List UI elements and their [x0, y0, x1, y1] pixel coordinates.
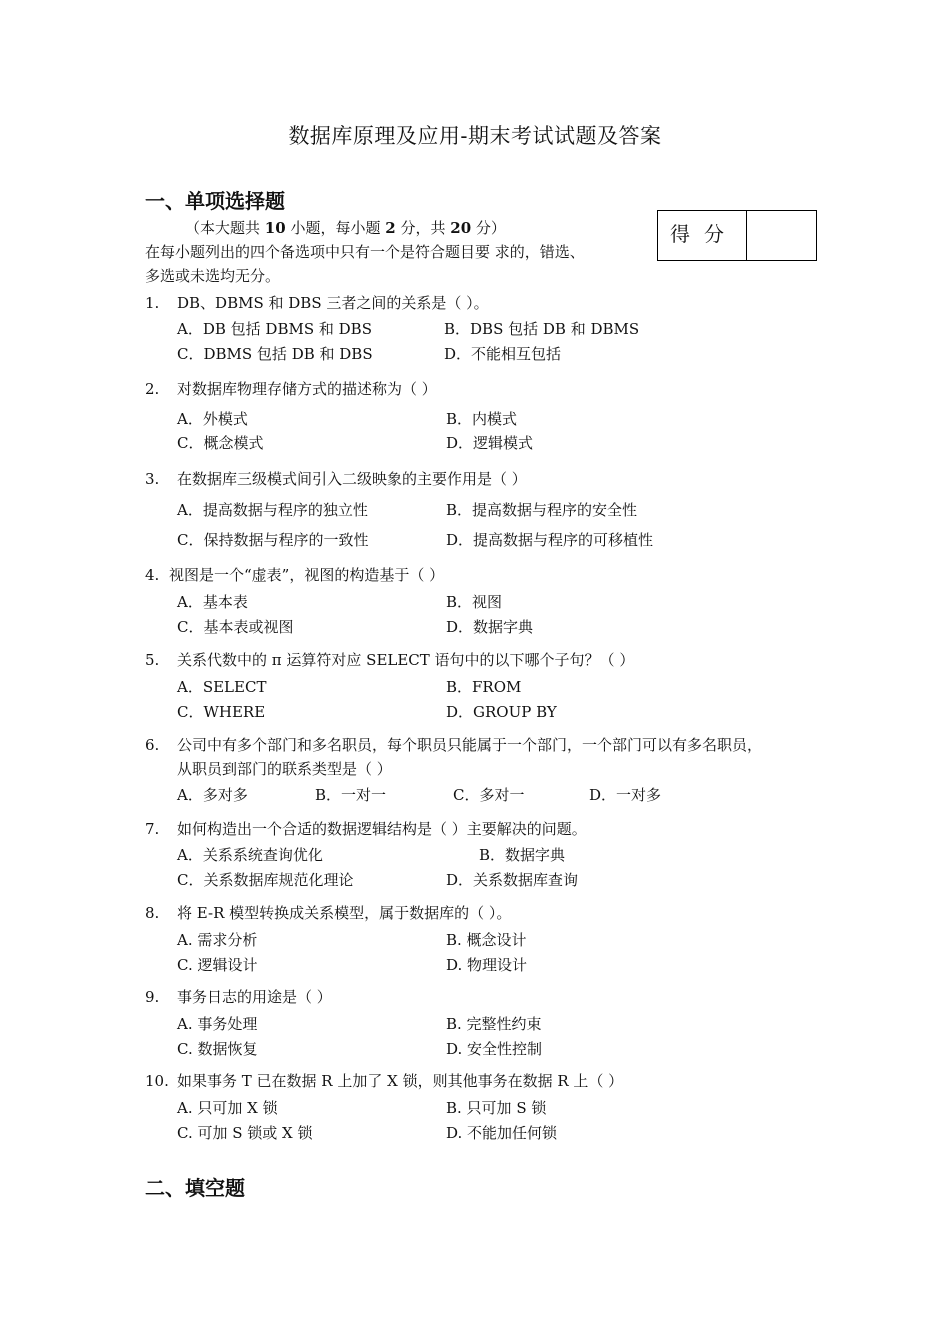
score-box	[657, 210, 817, 261]
option-a[interactable]: A．关系系统查询优化	[177, 846, 323, 864]
option-c[interactable]: C．保持数据与程序的一致性	[177, 531, 369, 549]
question-stem: 关系代数中的 π 运算符对应 SELECT 语句中的以下哪个子句？（ ）	[177, 651, 635, 669]
section-heading-fill-in: 二、填空题	[145, 1176, 245, 1200]
option-b[interactable]: B. 只可加 S 锁	[446, 1099, 547, 1117]
question-9	[145, 985, 332, 1009]
question-number: 1.	[145, 294, 160, 312]
info-text: 分，共	[400, 219, 446, 237]
question-stem: 公司中有多个部门和多名职员，每个职员只能属于一个部门，一个部门可以有多名职员，	[177, 736, 763, 754]
option-d[interactable]: D. 物理设计	[446, 956, 528, 974]
score-label: 得分	[658, 211, 747, 260]
option-a[interactable]: A. 事务处理	[177, 1015, 258, 1033]
section-heading-single-choice: 一、单项选择题	[145, 189, 285, 213]
question-stem: 事务日志的用途是（ ）	[177, 988, 332, 1006]
section-info	[185, 216, 506, 240]
question-stem: 对数据库物理存储方式的描述称为（ ）	[177, 380, 437, 398]
question-1	[145, 291, 489, 315]
question-stem: 在数据库三级模式间引入二级映象的主要作用是（ ）	[177, 470, 527, 488]
question-number: 4.	[145, 566, 160, 584]
page-title: 数据库原理及应用-期末考试试题及答案	[288, 124, 662, 148]
option-d[interactable]: D. 安全性控制	[446, 1040, 543, 1058]
option-b[interactable]: B. 完整性约束	[446, 1015, 542, 1033]
question-2	[145, 377, 437, 401]
option-a[interactable]: A. 只可加 X 锁	[177, 1099, 278, 1117]
question-number: 2.	[145, 380, 160, 398]
option-d[interactable]: D. 不能加任何锁	[446, 1124, 558, 1142]
option-a[interactable]: A. 需求分析	[177, 931, 258, 949]
question-3	[145, 467, 527, 491]
info-points: 2	[385, 219, 396, 237]
option-a[interactable]: A．多对多	[177, 786, 248, 804]
option-d[interactable]: D．数据字典	[446, 618, 534, 636]
option-a[interactable]: A．提高数据与程序的独立性	[177, 501, 368, 519]
option-d[interactable]: D．GROUP BY	[446, 703, 557, 721]
option-d[interactable]: D．不能相互包括	[444, 345, 562, 363]
question-number: 9.	[145, 988, 160, 1006]
question-6	[145, 733, 762, 757]
question-number: 3.	[145, 470, 160, 488]
option-c[interactable]: C. 逻辑设计	[177, 956, 258, 974]
option-b[interactable]: B．数据字典	[479, 846, 566, 864]
option-d[interactable]: D．提高数据与程序的可移植性	[446, 531, 654, 549]
info-text: 分）	[475, 219, 506, 237]
question-stem: 如何构造出一个合适的数据逻辑结构是（ ）主要解决的问题。	[177, 820, 587, 838]
instruction-line-2: 多选或未选均无分。	[145, 267, 281, 285]
option-a[interactable]: A．外模式	[177, 410, 248, 428]
question-number: 10.	[145, 1072, 169, 1090]
option-b[interactable]: B. 概念设计	[446, 931, 527, 949]
question-10	[145, 1069, 623, 1093]
option-c[interactable]: C．WHERE	[177, 703, 266, 721]
option-b[interactable]: B．提高数据与程序的安全性	[446, 501, 638, 519]
question-stem-line-2: 从职员到部门的联系类型是（ ）	[177, 760, 392, 778]
info-count: 10	[264, 219, 286, 237]
option-b[interactable]: B．FROM	[446, 678, 522, 696]
question-number: 7.	[145, 820, 160, 838]
question-stem: 如果事务 T 已在数据 R 上加了 X 锁，则其他事务在数据 R 上（ ）	[177, 1072, 624, 1090]
option-d[interactable]: D．一对多	[589, 786, 662, 804]
option-c[interactable]: C．概念模式	[177, 434, 264, 452]
option-d[interactable]: D．逻辑模式	[446, 434, 534, 452]
option-a[interactable]: A．DB 包括 DBMS 和 DBS	[177, 320, 372, 338]
question-stem: 将 E-R 模型转换成关系模型，属于数据库的（ ）。	[177, 904, 512, 922]
question-5	[145, 648, 634, 672]
question-stem: DB、DBMS 和 DBS 三者之间的关系是（ ）。	[177, 294, 489, 312]
option-c[interactable]: C. 数据恢复	[177, 1040, 258, 1058]
instruction-line-1: 在每小题列出的四个备选项中只有一个是符合题目要 求的，错选、	[145, 243, 585, 261]
option-c[interactable]: C．DBMS 包括 DB 和 DBS	[177, 345, 373, 363]
option-b[interactable]: B．内模式	[446, 410, 518, 428]
score-value[interactable]	[747, 211, 816, 260]
option-b[interactable]: B．一对一	[315, 786, 387, 804]
option-c[interactable]: C．关系数据库规范化理论	[177, 871, 354, 889]
option-a[interactable]: A．基本表	[177, 593, 248, 611]
question-number: 8.	[145, 904, 160, 922]
option-c[interactable]: C．基本表或视图	[177, 618, 294, 636]
option-c[interactable]: C．多对一	[453, 786, 525, 804]
info-text: 小题，每小题	[290, 219, 381, 237]
question-4	[145, 563, 444, 587]
option-d[interactable]: D．关系数据库查询	[446, 871, 579, 889]
option-a[interactable]: A．SELECT	[177, 678, 267, 696]
question-8	[145, 901, 511, 925]
option-c[interactable]: C. 可加 S 锁或 X 锁	[177, 1124, 313, 1142]
option-b[interactable]: B．视图	[446, 593, 503, 611]
question-stem: 视图是一个“虚表”，视图的构造基于（ ）	[169, 566, 445, 584]
question-7	[145, 817, 587, 841]
info-text: （本大题共	[185, 219, 261, 237]
option-b[interactable]: B．DBS 包括 DB 和 DBMS	[444, 320, 640, 338]
question-number: 6.	[145, 736, 160, 754]
info-total: 20	[450, 219, 472, 237]
question-number: 5.	[145, 651, 160, 669]
